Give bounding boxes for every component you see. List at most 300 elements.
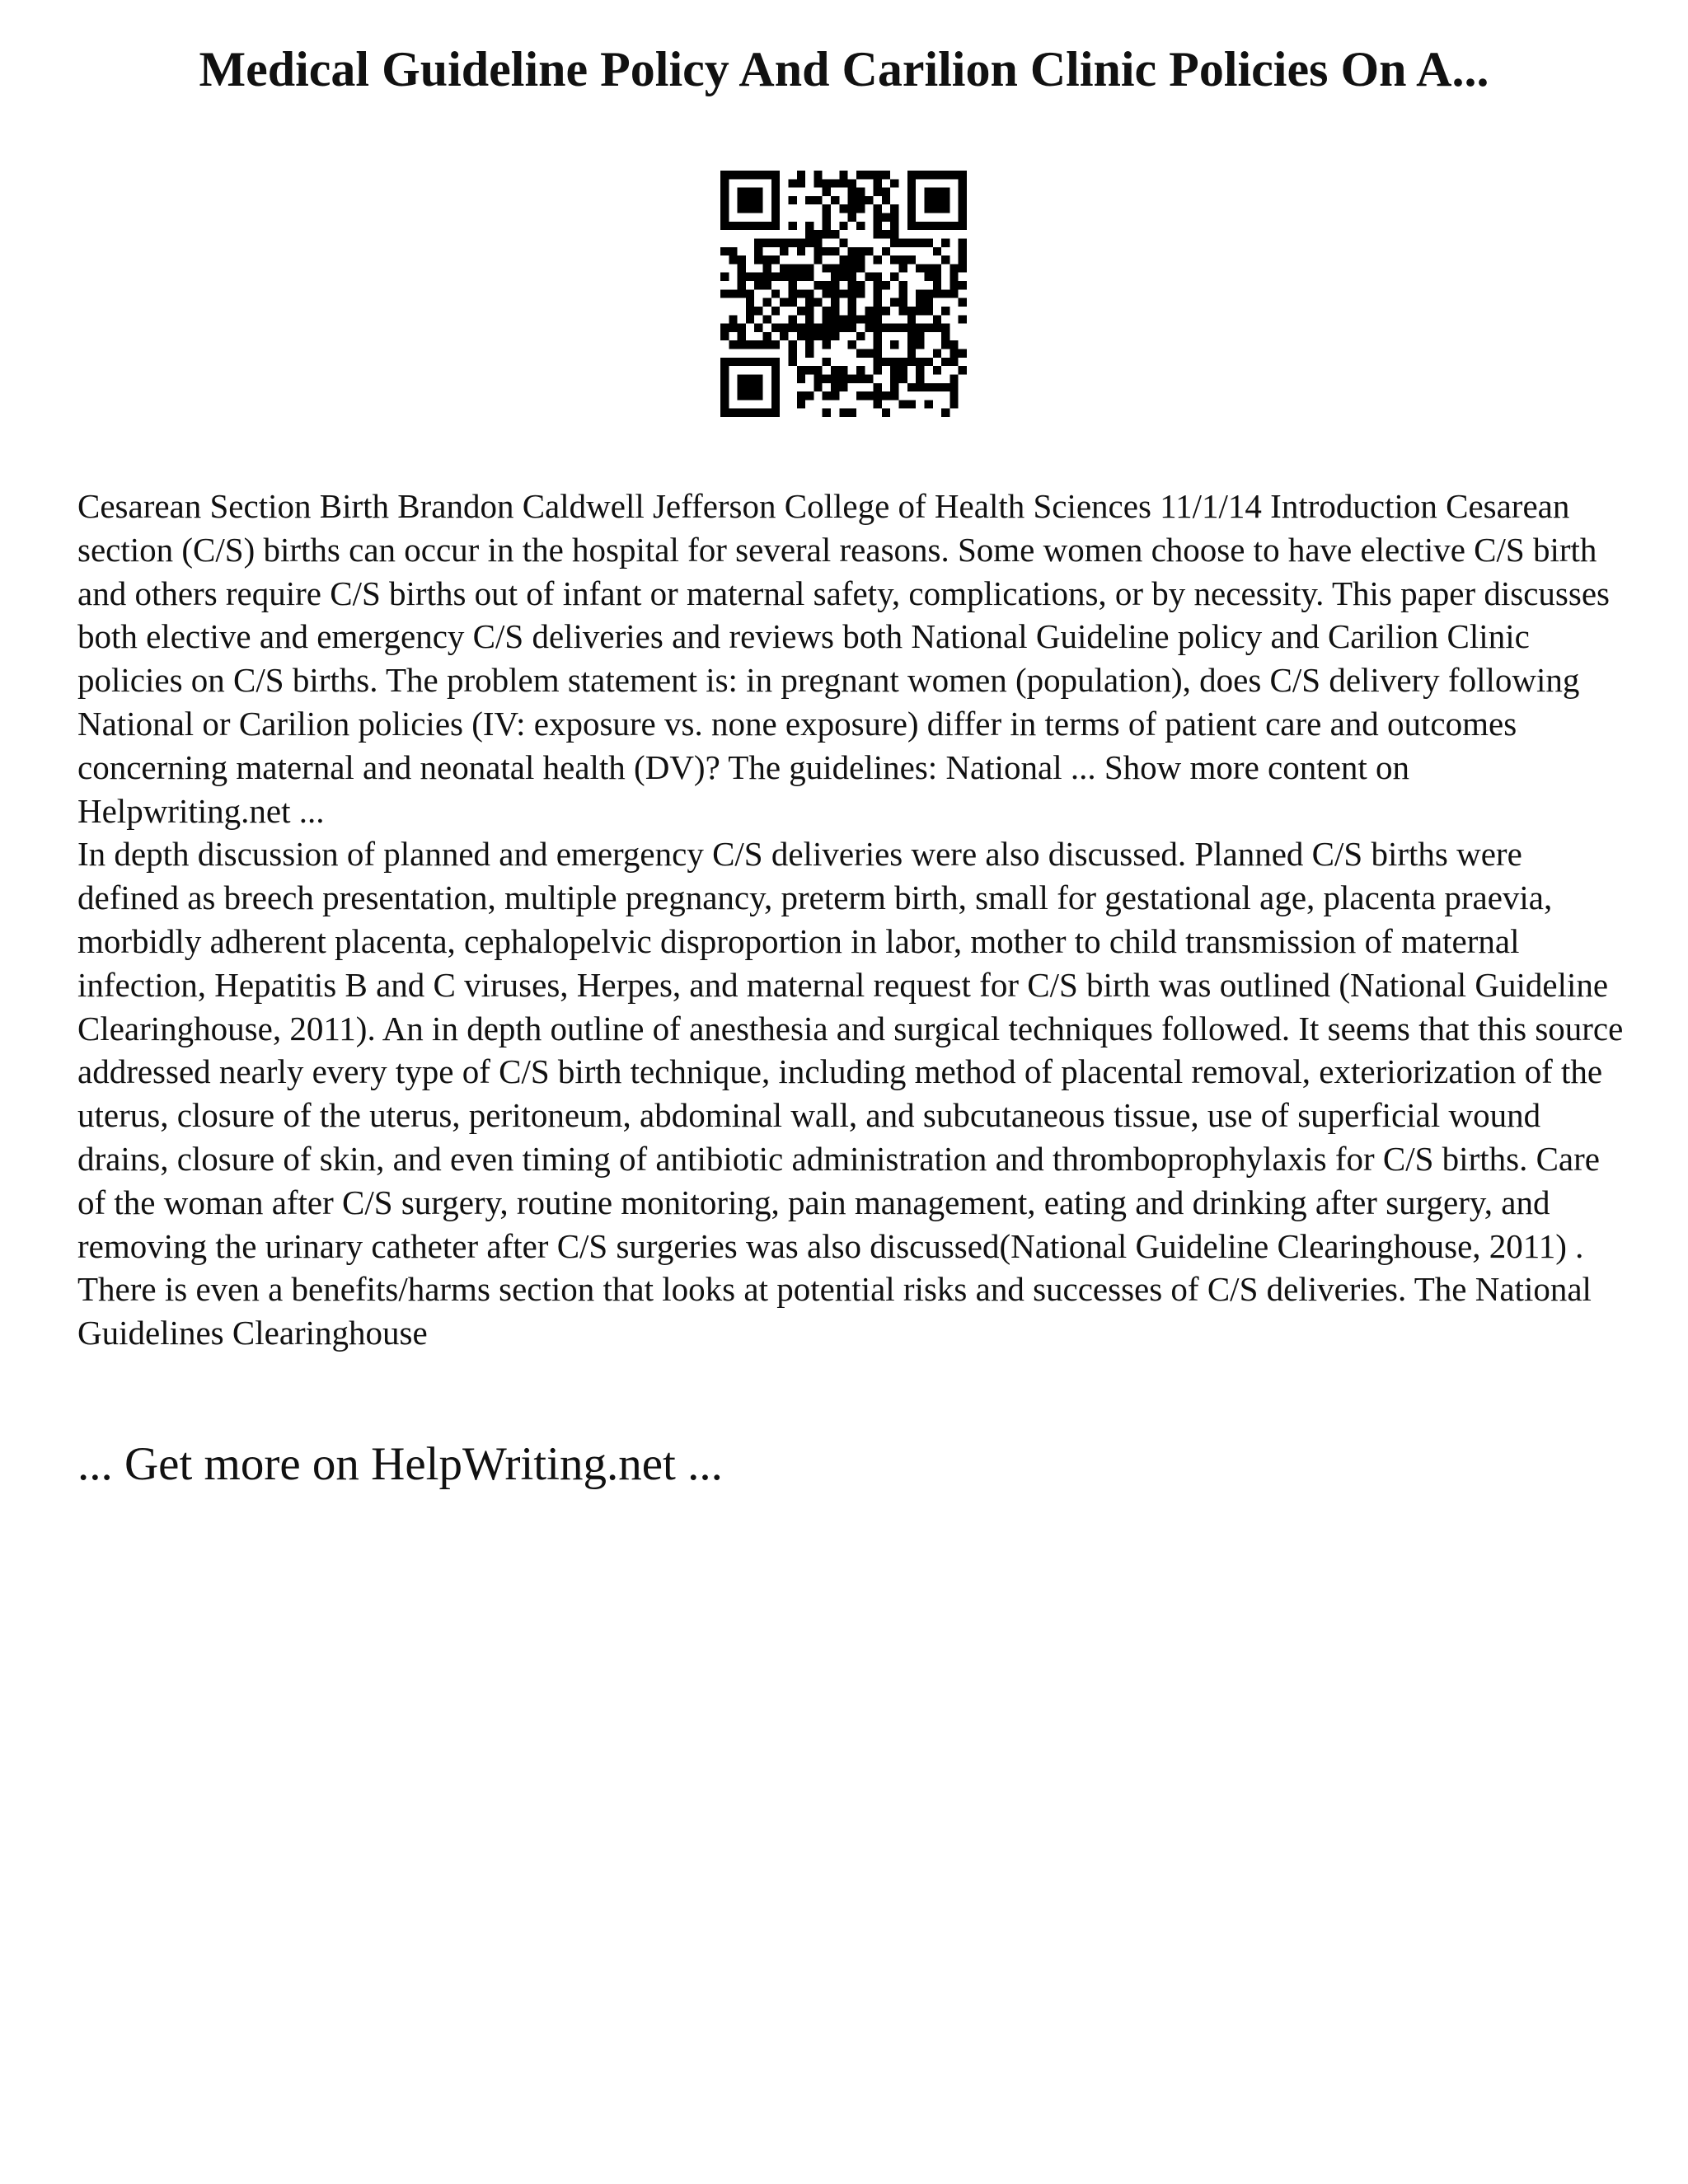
qr-module xyxy=(823,247,831,255)
qr-module xyxy=(729,340,737,349)
qr-module xyxy=(890,238,898,246)
qr-module xyxy=(831,273,839,281)
qr-module xyxy=(839,238,847,246)
qr-module xyxy=(856,188,865,196)
qr-module xyxy=(865,171,873,179)
qr-module xyxy=(780,238,788,246)
qr-module xyxy=(924,358,932,366)
qr-module xyxy=(738,340,746,349)
qr-module xyxy=(950,383,958,391)
qr-module xyxy=(941,409,950,417)
qr-module xyxy=(788,238,796,246)
qr-module xyxy=(890,204,898,213)
qr-module xyxy=(805,349,814,358)
qr-module xyxy=(874,358,882,366)
qr-module xyxy=(754,222,762,230)
qr-module xyxy=(890,374,898,382)
qr-module xyxy=(805,307,814,315)
qr-module xyxy=(848,298,856,307)
qr-module xyxy=(874,273,882,281)
qr-module xyxy=(839,315,847,323)
qr-module xyxy=(746,383,754,391)
qr-module xyxy=(746,222,754,230)
qr-module xyxy=(805,289,814,298)
qr-module xyxy=(814,366,822,374)
qr-module xyxy=(763,222,771,230)
qr-module xyxy=(950,171,958,179)
qr-module xyxy=(738,324,746,332)
qr-module xyxy=(831,332,839,340)
qr-module xyxy=(865,196,873,204)
qr-module xyxy=(805,332,814,340)
qr-module xyxy=(814,230,822,238)
qr-module xyxy=(780,324,788,332)
qr-module xyxy=(924,324,932,332)
qr-module xyxy=(907,332,916,340)
qr-module xyxy=(882,196,890,204)
qr-module xyxy=(848,204,856,213)
qr-module xyxy=(805,324,814,332)
qr-module xyxy=(941,255,950,264)
qr-module xyxy=(720,213,729,222)
qr-module xyxy=(950,340,958,349)
qr-module xyxy=(831,264,839,272)
get-more-link[interactable]: ... Get more on HelpWriting.net ... xyxy=(77,1438,723,1490)
qr-module xyxy=(882,230,890,238)
qr-module xyxy=(831,383,839,391)
qr-module xyxy=(823,264,831,272)
qr-module xyxy=(823,358,831,366)
qr-module xyxy=(805,366,814,374)
qr-module xyxy=(899,358,907,366)
qr-module xyxy=(882,281,890,289)
qr-module xyxy=(856,255,865,264)
qr-module xyxy=(797,307,805,315)
qr-module xyxy=(763,409,771,417)
qr-module xyxy=(771,273,780,281)
qr-module xyxy=(823,409,831,417)
qr-module xyxy=(959,171,967,179)
qr-module xyxy=(916,238,924,246)
qr-module xyxy=(738,264,746,272)
qr-module xyxy=(814,179,822,187)
qr-module xyxy=(890,230,898,238)
qr-module xyxy=(754,247,762,255)
qr-module xyxy=(839,374,847,382)
qr-module xyxy=(754,358,762,366)
qr-module xyxy=(763,358,771,366)
qr-module xyxy=(831,307,839,315)
qr-module xyxy=(890,179,898,187)
qr-module xyxy=(763,298,771,307)
qr-module xyxy=(907,358,916,366)
qr-module xyxy=(805,264,814,272)
qr-module xyxy=(746,298,754,307)
qr-module xyxy=(916,298,924,307)
qr-module xyxy=(856,281,865,289)
qr-module xyxy=(814,171,822,179)
qr-module xyxy=(882,307,890,315)
qr-module xyxy=(890,324,898,332)
qr-module xyxy=(950,264,958,272)
qr-module xyxy=(746,391,754,400)
qr-module xyxy=(959,179,967,187)
qr-module xyxy=(771,204,780,213)
qr-module xyxy=(797,238,805,246)
qr-module xyxy=(839,171,847,179)
qr-module xyxy=(959,247,967,255)
qr-module xyxy=(950,281,958,289)
qr-module xyxy=(763,255,771,264)
qr-module xyxy=(788,340,796,349)
qr-module xyxy=(746,188,754,196)
qr-module xyxy=(805,391,814,400)
qr-module xyxy=(771,179,780,187)
qr-module xyxy=(738,409,746,417)
qr-module xyxy=(856,332,865,340)
qr-module xyxy=(950,289,958,298)
qr-module xyxy=(916,366,924,374)
qr-module xyxy=(933,222,941,230)
qr-module xyxy=(950,358,958,366)
qr-module xyxy=(907,238,916,246)
qr-module xyxy=(738,273,746,281)
qr-module xyxy=(856,196,865,204)
qr-module xyxy=(848,179,856,187)
qr-module xyxy=(729,247,737,255)
qr-module xyxy=(814,281,822,289)
qr-module xyxy=(788,358,796,366)
qr-module xyxy=(959,255,967,264)
qr-module xyxy=(754,255,762,264)
qr-module xyxy=(763,340,771,349)
qr-module xyxy=(746,358,754,366)
qr-module xyxy=(856,349,865,358)
qr-module xyxy=(754,188,762,196)
qr-module xyxy=(865,273,873,281)
qr-module xyxy=(771,238,780,246)
page-title: Medical Guideline Policy And Carilion Clinic Policies On A... xyxy=(199,42,1489,96)
qr-module xyxy=(856,204,865,213)
qr-module xyxy=(754,374,762,382)
qr-module xyxy=(933,281,941,289)
qr-module xyxy=(771,289,780,298)
qr-module xyxy=(763,315,771,323)
qr-module xyxy=(729,222,737,230)
qr-module xyxy=(882,213,890,222)
qr-module xyxy=(907,204,916,213)
qr-module xyxy=(738,374,746,382)
qr-module xyxy=(950,349,958,358)
qr-module xyxy=(874,340,882,349)
qr-module xyxy=(823,340,831,349)
qr-module xyxy=(890,213,898,222)
qr-module xyxy=(933,196,941,204)
qr-module xyxy=(865,349,873,358)
qr-module xyxy=(856,315,865,323)
qr-module xyxy=(924,171,932,179)
qr-module xyxy=(924,222,932,230)
qr-module xyxy=(754,196,762,204)
qr-module xyxy=(754,324,762,332)
qr-module xyxy=(831,281,839,289)
qr-module xyxy=(865,247,873,255)
qr-module xyxy=(848,273,856,281)
qr-module xyxy=(907,383,916,391)
qr-module xyxy=(823,307,831,315)
qr-module xyxy=(882,188,890,196)
qr-module xyxy=(788,298,796,307)
qr-module xyxy=(720,171,729,179)
qr-module xyxy=(848,255,856,264)
qr-module xyxy=(865,307,873,315)
qr-module xyxy=(746,273,754,281)
qr-module xyxy=(899,400,907,408)
qr-module xyxy=(865,374,873,382)
qr-module xyxy=(848,289,856,298)
qr-module xyxy=(738,358,746,366)
qr-module xyxy=(941,383,950,391)
qr-module xyxy=(907,255,916,264)
qr-module xyxy=(805,298,814,307)
qr-module xyxy=(890,391,898,400)
qr-module xyxy=(831,179,839,187)
qr-module xyxy=(959,204,967,213)
qr-module xyxy=(933,383,941,391)
qr-module xyxy=(941,188,950,196)
qr-module xyxy=(763,332,771,340)
qr-module xyxy=(856,366,865,374)
qr-module xyxy=(839,204,847,213)
qr-module xyxy=(856,391,865,400)
qr-module xyxy=(882,409,890,417)
qr-module xyxy=(899,238,907,246)
qr-module xyxy=(959,213,967,222)
qr-module xyxy=(738,171,746,179)
qr-module xyxy=(959,366,967,374)
qr-module xyxy=(746,171,754,179)
qr-module xyxy=(933,273,941,281)
qr-module xyxy=(831,247,839,255)
qr-module xyxy=(797,374,805,382)
qr-module xyxy=(746,204,754,213)
qr-module xyxy=(950,273,958,281)
qr-module xyxy=(950,222,958,230)
qr-module xyxy=(814,298,822,307)
qr-module xyxy=(941,324,950,332)
qr-module xyxy=(882,324,890,332)
qr-module xyxy=(831,196,839,204)
qr-module xyxy=(941,358,950,366)
qr-module xyxy=(788,196,796,204)
qr-module xyxy=(839,273,847,281)
qr-module xyxy=(950,374,958,382)
qr-module xyxy=(805,230,814,238)
qr-module xyxy=(797,179,805,187)
qr-module xyxy=(720,273,729,281)
qr-module xyxy=(874,366,882,374)
qr-module xyxy=(754,273,762,281)
qr-module xyxy=(950,400,958,408)
qr-module xyxy=(874,332,882,340)
qr-module xyxy=(780,264,788,272)
qr-module xyxy=(823,188,831,196)
qr-module xyxy=(720,409,729,417)
qr-module xyxy=(823,179,831,187)
qr-module xyxy=(950,391,958,400)
qr-module xyxy=(738,222,746,230)
qr-module xyxy=(907,213,916,222)
qr-module xyxy=(720,374,729,382)
qr-module xyxy=(874,349,882,358)
qr-module xyxy=(848,188,856,196)
qr-module xyxy=(848,340,856,349)
qr-module xyxy=(848,315,856,323)
qr-module xyxy=(754,409,762,417)
qr-module xyxy=(924,298,932,307)
qr-module xyxy=(890,255,898,264)
qr-module xyxy=(805,315,814,323)
qr-module xyxy=(839,179,847,187)
qr-module xyxy=(882,247,890,255)
qr-module xyxy=(933,324,941,332)
qr-module xyxy=(797,264,805,272)
qr-module xyxy=(899,324,907,332)
qr-module xyxy=(874,281,882,289)
qr-module xyxy=(831,324,839,332)
qr-module xyxy=(771,213,780,222)
qr-module xyxy=(780,332,788,340)
qr-module xyxy=(771,383,780,391)
qr-module xyxy=(933,171,941,179)
qr-module xyxy=(874,307,882,315)
qr-module xyxy=(874,179,882,187)
qr-module xyxy=(874,204,882,213)
qr-module xyxy=(771,255,780,264)
qr-module xyxy=(907,340,916,349)
qr-module xyxy=(924,400,932,408)
document-body xyxy=(77,485,1627,1355)
qr-module xyxy=(924,204,932,213)
qr-module xyxy=(941,171,950,179)
qr-module xyxy=(754,340,762,349)
qr-module xyxy=(899,264,907,272)
qr-module xyxy=(874,255,882,264)
qr-module xyxy=(839,366,847,374)
qr-module xyxy=(933,289,941,298)
qr-module xyxy=(720,204,729,213)
qr-module xyxy=(890,383,898,391)
qr-module xyxy=(823,204,831,213)
qr-module xyxy=(729,171,737,179)
qr-module xyxy=(720,196,729,204)
qr-module xyxy=(924,238,932,246)
qr-module xyxy=(874,188,882,196)
qr-module xyxy=(831,289,839,298)
qr-module xyxy=(941,196,950,204)
qr-module xyxy=(959,298,967,307)
qr-module xyxy=(916,383,924,391)
qr-module xyxy=(959,188,967,196)
qr-module xyxy=(874,171,882,179)
qr-module xyxy=(916,171,924,179)
qr-module xyxy=(874,391,882,400)
qr-module xyxy=(771,171,780,179)
qr-module xyxy=(907,315,916,323)
qr-module xyxy=(907,307,916,315)
qr-module xyxy=(899,281,907,289)
qr-module xyxy=(907,188,916,196)
qr-module xyxy=(805,238,814,246)
qr-module xyxy=(720,179,729,187)
qr-module xyxy=(720,289,729,298)
qr-module xyxy=(720,366,729,374)
qr-module xyxy=(746,340,754,349)
qr-module xyxy=(814,238,822,246)
qr-module xyxy=(959,238,967,246)
qr-module xyxy=(814,255,822,264)
qr-module xyxy=(771,307,780,315)
qr-module xyxy=(771,196,780,204)
qr-module xyxy=(805,222,814,230)
qr-code-icon[interactable] xyxy=(720,171,967,417)
qr-module xyxy=(771,188,780,196)
qr-module xyxy=(720,247,729,255)
qr-module xyxy=(907,196,916,204)
qr-module xyxy=(763,273,771,281)
qr-module xyxy=(874,222,882,230)
qr-module xyxy=(848,307,856,315)
qr-module xyxy=(959,315,967,323)
qr-module xyxy=(823,315,831,323)
qr-module xyxy=(941,289,950,298)
qr-module xyxy=(865,315,873,323)
qr-module xyxy=(754,281,762,289)
qr-module xyxy=(916,222,924,230)
qr-module xyxy=(831,366,839,374)
qr-module xyxy=(805,196,814,204)
qr-module xyxy=(831,391,839,400)
qr-module xyxy=(788,222,796,230)
qr-module xyxy=(788,179,796,187)
qr-module xyxy=(814,332,822,340)
qr-module xyxy=(814,324,822,332)
qr-module xyxy=(882,171,890,179)
body-paragraph-2: In depth discussion of planned and emergency C/S deliveries were also discussed. Planned C/S births were defined as breech presentation, multiple pregnancy, preterm birth, small for gestational age, placenta praevia, morbidly adherent placenta, cephalopelvic disproportion in labor, mother to child transmission of maternal infection, Hepatitis B and C viruses, Herpes, and maternal request for C/S birth was outlined (National Guideline Clearinghouse, 2011). An in depth outline of anesthesia and surgical techniques followed. It seems that this source addressed nearly every type of C/S birth technique, including method of placental removal, exteriorization of the uterus, closure of the uterus, peritoneum, abdominal wall, and subcutaneous tissue, use of superficial wound drains, closure of skin, and even timing of antibiotic administration and thromboprophylaxis for C/S births. Care of the woman after C/S surgery, routine monitoring, pain management, eating and drinking after surgery, and removing the urinary catheter after C/S surgeries was also discussed(National Guideline Clearinghouse, 2011) . There is even a benefits/harms section that looks at potential risks and successes of C/S deliveries. The National Guidelines Clearinghouse xyxy=(77,835,1624,1352)
qr-module xyxy=(874,298,882,307)
qr-module xyxy=(959,281,967,289)
qr-module xyxy=(933,204,941,213)
qr-module xyxy=(916,264,924,272)
qr-module xyxy=(856,247,865,255)
qr-module xyxy=(874,315,882,323)
qr-module xyxy=(899,307,907,315)
qr-module xyxy=(856,374,865,382)
qr-module xyxy=(763,238,771,246)
qr-module xyxy=(941,307,950,315)
qr-module xyxy=(738,196,746,204)
qr-module xyxy=(746,289,754,298)
qr-module xyxy=(907,222,916,230)
qr-module xyxy=(856,264,865,272)
qr-module xyxy=(720,332,729,340)
qr-module xyxy=(839,383,847,391)
qr-module xyxy=(848,281,856,289)
qr-module xyxy=(788,281,796,289)
qr-module xyxy=(907,324,916,332)
qr-module xyxy=(848,264,856,272)
qr-module xyxy=(890,298,898,307)
